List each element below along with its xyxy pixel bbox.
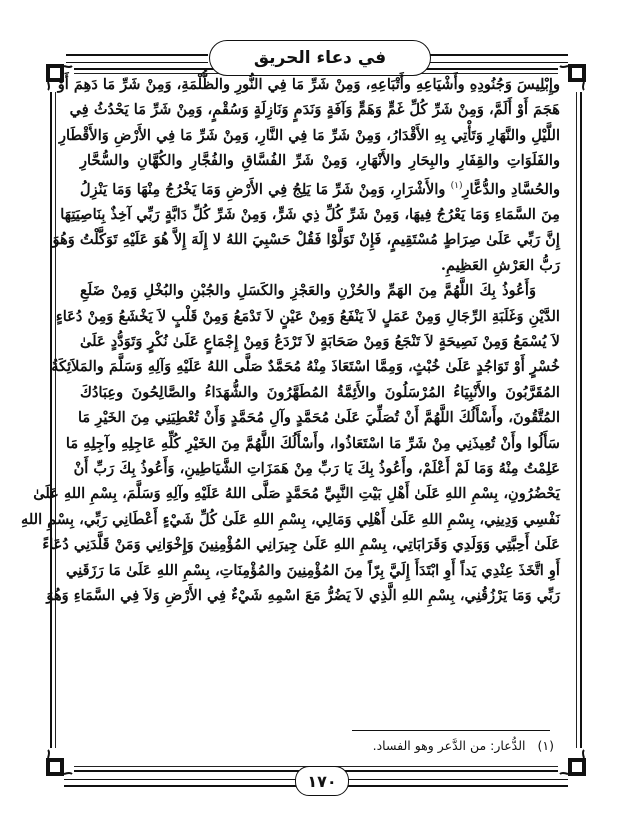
corner-ornament-icon (558, 62, 588, 92)
text-line: إِنَّ رَبِّي عَلَىٰ صِرَاطٍ مُسْتَقِيمٍ، فَإِنْ تَوَلَّوْا فَقُلْ حَسْبِيَ اللهُ لا إِلَهَ إِلاَّ هُوَ عَلَيْهِ تَوَكَّلْتُ وَهُوَ (52, 231, 560, 249)
text-line (80, 174, 560, 202)
text-line: هَجَمَ أَوْ أَلَمَّ، وَمِنْ شَرِّ كُلِّ غَمٍّ وَهَمٍّ وَآفَةٍ وَنَدَمٍ وَنَازِلَةٍ وَسُقْمٍ، وَمِنْ شَرِّ مَا يَحْدُثُ فِي (69, 101, 560, 119)
footnote-reference[interactable]: (١) (450, 180, 463, 191)
footer-rule-left (64, 779, 296, 787)
text-line: سَأَلُوا وأَنْ تُعِيذَنِي مِنْ شَرِّ مَا اسْتَعَاذُوا، وأَسْأَلُكَ اللَّهُمَّ مِنَ الخَيْرِ كُلِّهِ عَاجِلِهِ وآجِلِهِ مَا (65, 434, 560, 452)
text-line: الدَّيْنِ وَغَلَبَةِ الرِّجَالِ وَمِنْ عَمَلٍ لاَ يَنْفَعُ وَمِنْ عَيْنٍ لاَ تَدْمَعُ وَمِنْ قَلْبٍ لاَ يَخْشَعُ وَمِنْ دُعَاءٍ (55, 307, 560, 325)
text-line: وإِبْلِيسَ وَجُنُودِهِ وأَشْيَاعِهِ وأَتْبَاعِهِ، وَمِنْ شَرِّ مَا فِي النُّورِ والظُّلْمَةِ، وَمِنْ شَرِّ مَا دَهِمَ أَوْ (57, 76, 560, 93)
text-line: المُقَرَّبُونَ والأَنْبِيَاءُ المُرْسَلُونَ والأَئِمَّةُ المُطَهَّرُونَ والشُّهَدَاءُ والصَّالِحُونَ وعِبَادُكَ (80, 383, 560, 401)
text-line: مِنَ السَّمَاءِ وَمَا يَعْرُجُ فِيهَا، وَمِنْ شَرِّ كُلِّ ذِي شَرٍّ، وَمِنْ شَرِّ كُلِّ دَابَّةٍ رَبِّي آخِذٌ بِنَاصِيَتِهَا (60, 205, 560, 223)
text-line: عَلَىٰ أَحِبَّتِي وَوَلَدِي وَقَرَابَاتِي، بِسْمِ اللهِ عَلَىٰ جِيرَانِي المُؤْمِنِينَ وَإِخْوَانِي وَمَنْ قَلَّدَنِي دُعَاءً (42, 536, 560, 554)
footnote-number: (١) (537, 738, 554, 753)
text-line: أَوِ اتَّخَذَ عِنْدِي يَداً أَوِ ابْتَدَأَ إِلَيَّ بِرّاً مِنَ المُؤْمِنِينَ والمُؤْمِنَاتِ، بِسْمِ اللهِ عَلَىٰ مَا رَزَقَنِي (66, 561, 560, 579)
text-line: رَبِّي وَمَا يَرْزُقُنِي، بِسْمِ اللهِ الَّذِي لاَ يَضُرُّ مَعَ اسْمِهِ شَيْءٌ فِي الأَرْضِ وَلاَ فِي السَّمَاءِ وَهُوَ (46, 586, 560, 604)
text-line: خُسْرٍ أَوْ تَوَاجُدٍ عَلَىٰ خُبْثٍ، وَمِمَّا اسْتَعَاذَ مِنْهُ مُحَمَّدٌ صَلَّى اللهُ عَلَيْهِ وَآلِهِ وَسَلَّمَ والمَلاَئِكَةُ (51, 358, 560, 376)
footer-rule-right (346, 779, 568, 787)
footnote-separator (352, 730, 550, 731)
body-text (21, 72, 560, 608)
text-line: وَأَعُوذُ بِكَ اللَّهُمَّ مِنَ الهَمِّ والحُزْنِ والعَجْزِ والكَسَلِ والجُبْنِ والبُخْلِ وَمِنْ ضَلَعِ (80, 282, 536, 300)
text-line: رَبُّ العَرْشِ العَظِيمِ. (440, 256, 560, 274)
page-number: ١٧٠ (295, 766, 349, 796)
text-line: لاَ يُسْمَعُ وَمِنْ نَصِيحَةٍ لاَ تَنْجَعُ وَمِنْ صَحَابَةٍ لاَ تَرْدَعُ وَمِنْ إِجْمَاعٍ عَلَىٰ نُكْرٍ وَتَوَدُّدٍ عَلَىٰ (80, 332, 560, 350)
text-line: يَحْضُرُونِ، بِسْمِ اللهِ عَلَىٰ أَهْلِ بَيْتِ النَّبِيِّ مُحَمَّدٍ صَلَّى اللهُ عَلَيْهِ وآلِهِ وَسَلَّمَ، بِسْمِ اللهِ عَلَىٰ (33, 485, 560, 503)
footnote (373, 738, 554, 753)
text-line: والفَلَوَاتِ والقِفَارِ والبِحَارِ والأَنْهَارِ، وَمِنْ شَرِّ الفُسَّاقِ والفُجَّارِ والكُهَّانِ والسُّحَّارِ (80, 152, 560, 170)
chapter-title-cartouche (209, 40, 431, 76)
corner-ornament-icon (44, 748, 74, 778)
corner-ornament-icon (558, 748, 588, 778)
text-fragment: والحُسَّادِ والدُّعَّارِ (462, 180, 560, 198)
text-line: نَفْسِي وَدِينِي، بِسْمِ اللهِ عَلَىٰ أَهْلِي وَمَالِي، بِسْمِ اللهِ عَلَىٰ كُلِّ شَيْءٍ أَعْطَانِي رَبِّي، بِسْمِ اللهِ (21, 510, 560, 528)
chapter-title: في دعاء الحريق (253, 48, 387, 68)
text-line: اللَّيْلِ والنَّهَارِ وَتَأْتِي بِهِ الأَقْدَارُ، وَمِنْ شَرِّ مَا فِي النَّارِ، وَمِنْ شَرِّ مَا فِي الأَرْضِ وَالأَقْطَارِ (58, 126, 560, 144)
text-line: عَلِمْتُ مِنْهُ وَمَا لَمْ أَعْلَمْ، وأَعُوذُ بِكَ يَا رَبِّ مِنْ هَمَزَاتِ الشَّيَاطِينِ، وَأَعُوذُ بِكَ رَبِّ أَنْ (73, 459, 560, 477)
header-rule-right (430, 54, 568, 63)
text-line: المُتَّقُونَ، وأَسْأَلُكَ اللَّهُمَّ أَنْ تُصَلِّيَ عَلَىٰ مُحَمَّدٍ وآلِ مُحَمَّدٍ وَأَنْ تُعْطِيَنِي مِنَ الخَيْرِ مَا (77, 409, 560, 427)
text-fragment: والأَشْرَارِ، وَمِنْ شَرِّ مَا يَلِجُ فِي الأَرْضِ وَمَا يَخْرُجُ مِنْهَا وَمَا يَنْزِلُ (80, 180, 446, 198)
footnote-text: الدُّعار: من الدَّعر وهو الفساد. (372, 738, 526, 753)
header-rule-left (66, 54, 208, 63)
